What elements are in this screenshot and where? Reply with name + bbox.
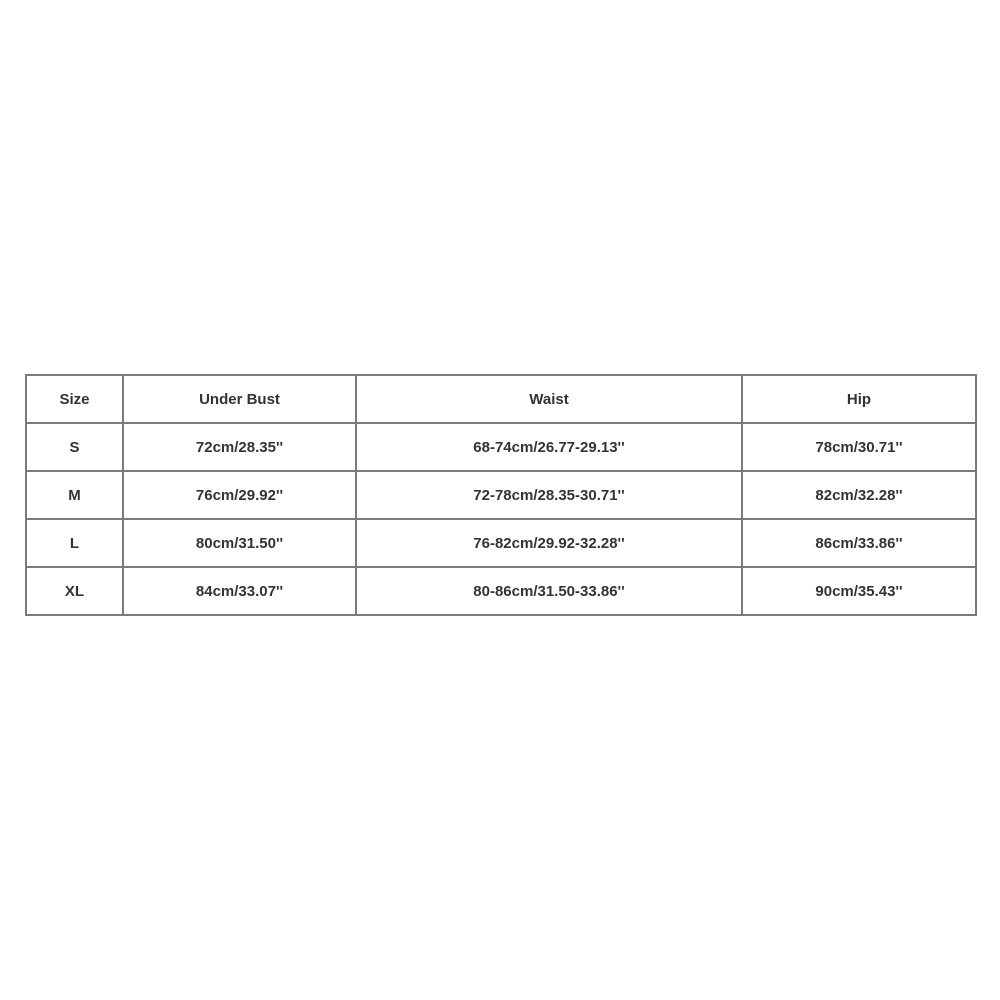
hip-cell: 86cm/33.86'' bbox=[742, 519, 976, 567]
under-bust-cell: 80cm/31.50'' bbox=[123, 519, 356, 567]
size-chart-table bbox=[25, 374, 977, 616]
under-bust-cell: 76cm/29.92'' bbox=[123, 471, 356, 519]
waist-cell: 68-74cm/26.77-29.13'' bbox=[356, 423, 742, 471]
table-row bbox=[26, 471, 976, 519]
table-header-row bbox=[26, 375, 976, 423]
waist-cell: 80-86cm/31.50-33.86'' bbox=[356, 567, 742, 615]
table-row bbox=[26, 567, 976, 615]
hip-cell: 90cm/35.43'' bbox=[742, 567, 976, 615]
table-row bbox=[26, 519, 976, 567]
under-bust-cell: 72cm/28.35'' bbox=[123, 423, 356, 471]
header-under-bust: Under Bust bbox=[123, 375, 356, 423]
size-cell: M bbox=[26, 471, 123, 519]
under-bust-cell: 84cm/33.07'' bbox=[123, 567, 356, 615]
header-size: Size bbox=[26, 375, 123, 423]
hip-cell: 82cm/32.28'' bbox=[742, 471, 976, 519]
waist-cell: 72-78cm/28.35-30.71'' bbox=[356, 471, 742, 519]
table-row bbox=[26, 423, 976, 471]
hip-cell: 78cm/30.71'' bbox=[742, 423, 976, 471]
header-hip: Hip bbox=[742, 375, 976, 423]
size-cell: L bbox=[26, 519, 123, 567]
header-waist: Waist bbox=[356, 375, 742, 423]
size-cell: XL bbox=[26, 567, 123, 615]
waist-cell: 76-82cm/29.92-32.28'' bbox=[356, 519, 742, 567]
size-cell: S bbox=[26, 423, 123, 471]
